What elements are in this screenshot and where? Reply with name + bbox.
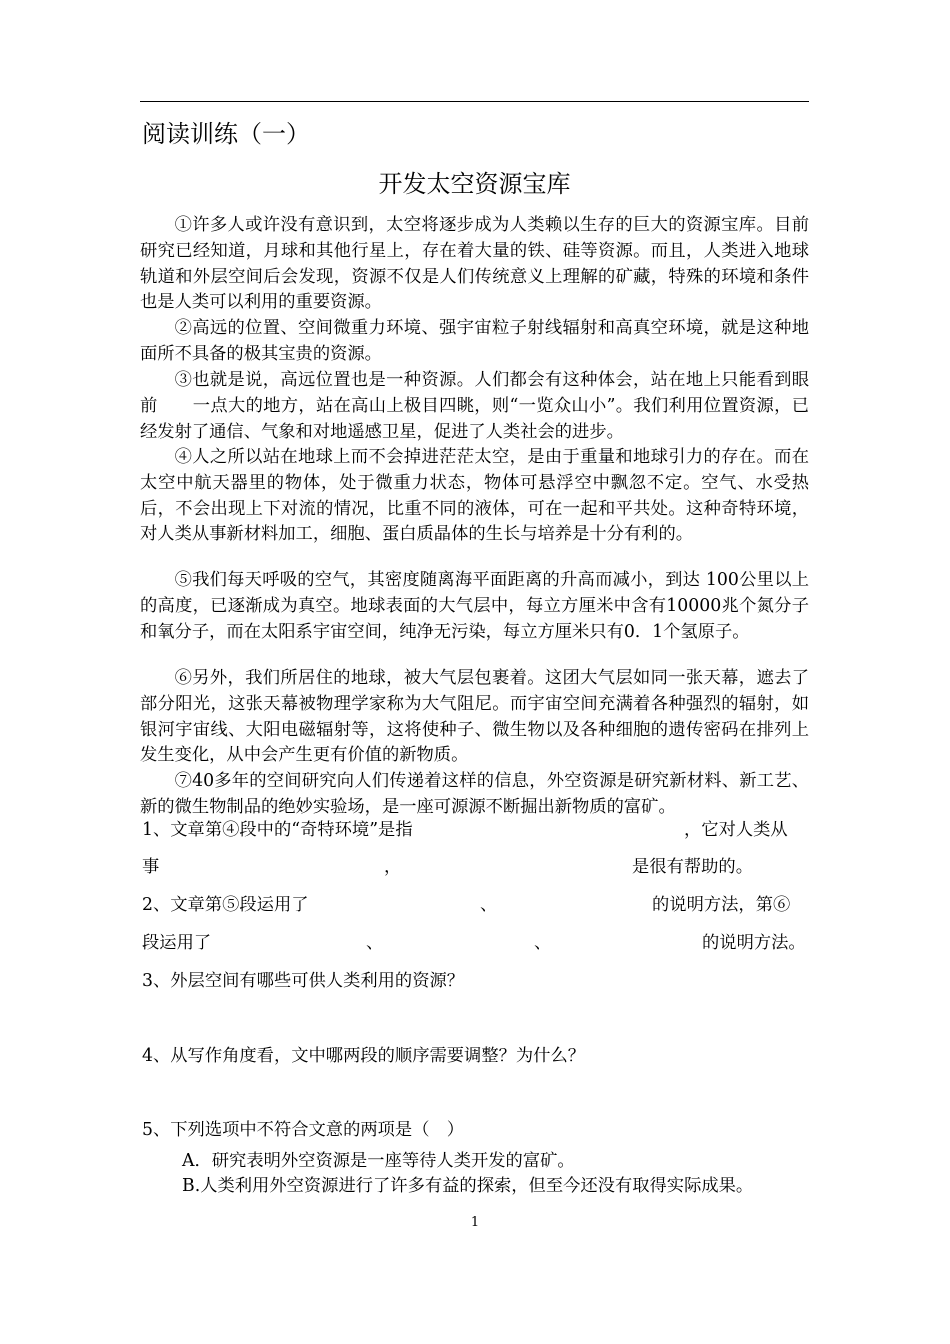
question-3 [140, 968, 809, 994]
question-1-text-end: 是很有帮助的。 [632, 857, 753, 877]
question-5-option-b: B.人类利用外空资源进行了许多有益的探索，但至今还没有取得实际成果。 [182, 1176, 754, 1196]
question-5 [140, 1117, 809, 1143]
question-4-text: 4、从写作角度看，文中哪两段的顺序需要调整？为什么？ [142, 1046, 586, 1066]
article-paragraph-4: ④人之所以站在地球上而不会掉进茫茫太空，是由于重量和地球引力的存在。而在太空中航天器里的物体，处于微重力状态，物体可悬浮空中飘忽不定。空气、水受热后，不会出现上下对流的情况，比重不同的液体，可在一起和平共处。这种奇特环境，对人类从事新材料加工，细胞、蛋白质晶体的生长与培养是十分有利的。 [140, 447, 809, 545]
question-1-text-shi: 事 [142, 857, 160, 877]
question-2-sep-3: 、 [534, 933, 552, 953]
question-2-sep-2: 、 [366, 933, 384, 953]
question-2-text-cont: 的说明方法，第⑥ [652, 895, 791, 915]
article-paragraph-2: ②高远的位置、空间微重力环境、强宇宙粒子射线辐射和高真空环境，就是这种地面所不具备的极其宝贵的资源。 [140, 318, 809, 364]
article-paragraph-1: ①许多人或许没有意识到，太空将逐步成为人类赖以生存的巨大的资源宝库。目前研究已经知道，月球和其他行星上，存在着大量的铁、硅等资源。而且，人类进入地球轨道和外层空间后会发现，资源不仅是人们传统意义上理解的矿藏，特殊的环境和条件也是人类可以利用的重要资源。 [140, 215, 809, 313]
article-paragraph-6: ⑥另外，我们所居住的地球，被大气层包裹着。这团大气层如同一张天幕，遮去了部分阳光，这张天幕被物理学家称为大气阻尼。而宇宙空间充满着各种强烈的辐射，如银河宇宙线、大阳电磁辐射等，这将使种子、微生物以及各种细胞的遗传密码在排列上发生变化，从中会产生更有价值的新物质。 [140, 668, 809, 766]
question-1-text: 1、文章第④段中的“奇特环境”是指 [142, 820, 413, 840]
section-title: 阅读训练（一） [142, 120, 310, 148]
article-paragraph-3: ③也就是说，高远位置也是一种资源。人们都会有这种体会，站在地上只能看到眼前 一点大的地方，站在高山上极目四眺，则“一览众山小”。我们利用位置资源，已经发射了通信、气象和对地遥感卫星，促进了人类社会的进步。 [140, 370, 809, 442]
question-5-text: 5、下列选项中不符合文意的两项是（ ） [142, 1120, 465, 1140]
question-2-text-end: 的说明方法。 [702, 933, 806, 953]
question-1-comma: ， [384, 857, 402, 877]
article-paragraph-5: ⑤我们每天呼吸的空气，其密度随离海平面距离的升高而减小，到达 100公里以上的高度，已逐渐成为真空。地球表面的大气层中，每立方厘米中含有10000兆个氮分子和氧分子，而在太阳系宇宙空间，纯净无污染，每立方厘米只有0．1个氢原子。 [140, 570, 809, 642]
question-1-text-cont: ，它对人类从 [684, 820, 788, 840]
question-3-text: 3、外层空间有哪些可供人类利用的资源？ [142, 971, 465, 991]
article-title: 开发太空资源宝库 [378, 170, 571, 198]
header-rule [140, 101, 809, 102]
question-5-option-a: A．研究表明外空资源是一座等待人类开发的富矿。 [182, 1151, 575, 1171]
question-2-sep-1: 、 [480, 895, 498, 915]
question-1-line-1 [140, 817, 809, 843]
question-2-line-1 [140, 892, 809, 918]
question-2-text: 2、文章第⑤段运用了 [142, 895, 309, 915]
question-2-text-2: 段运用了 [142, 933, 212, 953]
question-4 [140, 1043, 809, 1069]
question-2-line-2 [140, 930, 809, 956]
question-1-line-2 [140, 854, 809, 880]
page-number: 1 [470, 1215, 480, 1230]
article-paragraph-7: ⑦40多年的空间研究向人们传递着这样的信息，外空资源是研究新材料、新工艺、新的微生物制品的绝妙实验场，是一座可源源不断掘出新物质的富矿。 [140, 771, 809, 817]
